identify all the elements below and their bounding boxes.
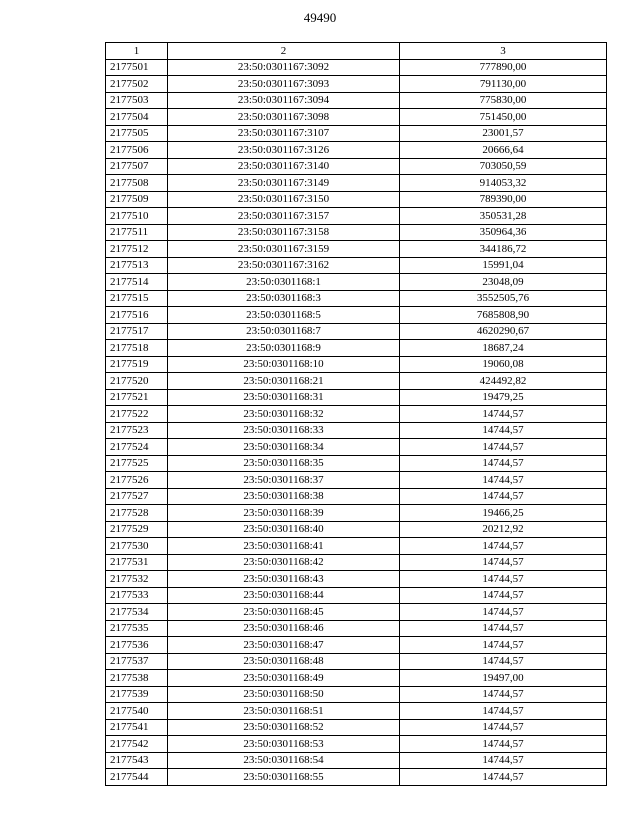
cadastral-number-cell: 23:50:0301168:48 bbox=[168, 653, 400, 670]
table-row bbox=[106, 538, 607, 555]
table-row bbox=[106, 307, 607, 324]
value-cell: 7685808,90 bbox=[400, 307, 607, 324]
cadastral-number-cell: 23:50:0301167:3098 bbox=[168, 109, 400, 126]
cadastral-number-cell: 23:50:0301168:3 bbox=[168, 290, 400, 307]
value-cell: 14744,57 bbox=[400, 571, 607, 588]
row-number-cell: 2177540 bbox=[106, 703, 168, 720]
value-cell: 350964,36 bbox=[400, 224, 607, 241]
row-number-cell: 2177502 bbox=[106, 76, 168, 93]
table-row bbox=[106, 175, 607, 192]
table-row bbox=[106, 290, 607, 307]
cadastral-value-table bbox=[105, 42, 607, 786]
row-number-cell: 2177511 bbox=[106, 224, 168, 241]
cadastral-number-cell: 23:50:0301167:3159 bbox=[168, 241, 400, 258]
value-cell: 14744,57 bbox=[400, 554, 607, 571]
row-number-cell: 2177523 bbox=[106, 422, 168, 439]
row-number-cell: 2177529 bbox=[106, 521, 168, 538]
value-cell: 14744,57 bbox=[400, 406, 607, 423]
table-row bbox=[106, 769, 607, 786]
cadastral-number-cell: 23:50:0301168:46 bbox=[168, 620, 400, 637]
row-number-cell: 2177512 bbox=[106, 241, 168, 258]
row-number-cell: 2177509 bbox=[106, 191, 168, 208]
cadastral-number-cell: 23:50:0301168:33 bbox=[168, 422, 400, 439]
value-cell: 20666,64 bbox=[400, 142, 607, 159]
value-cell: 14744,57 bbox=[400, 703, 607, 720]
cadastral-number-cell: 23:50:0301167:3158 bbox=[168, 224, 400, 241]
row-number-cell: 2177505 bbox=[106, 125, 168, 142]
row-number-cell: 2177501 bbox=[106, 59, 168, 76]
table-row bbox=[106, 224, 607, 241]
row-number-cell: 2177504 bbox=[106, 109, 168, 126]
value-cell: 14744,57 bbox=[400, 653, 607, 670]
row-number-cell: 2177536 bbox=[106, 637, 168, 654]
cadastral-number-cell: 23:50:0301167:3092 bbox=[168, 59, 400, 76]
value-cell: 791130,00 bbox=[400, 76, 607, 93]
row-number-cell: 2177527 bbox=[106, 488, 168, 505]
row-number-cell: 2177531 bbox=[106, 554, 168, 571]
table-row bbox=[106, 752, 607, 769]
table-row bbox=[106, 587, 607, 604]
value-cell: 23048,09 bbox=[400, 274, 607, 291]
column-header-1: 1 bbox=[106, 43, 168, 60]
value-cell: 23001,57 bbox=[400, 125, 607, 142]
column-header-2: 2 bbox=[168, 43, 400, 60]
table-row bbox=[106, 455, 607, 472]
cadastral-number-cell: 23:50:0301167:3157 bbox=[168, 208, 400, 225]
table-row bbox=[106, 191, 607, 208]
table-row bbox=[106, 703, 607, 720]
cadastral-number-cell: 23:50:0301168:45 bbox=[168, 604, 400, 621]
value-cell: 14744,57 bbox=[400, 439, 607, 456]
row-number-cell: 2177508 bbox=[106, 175, 168, 192]
table-row bbox=[106, 571, 607, 588]
row-number-cell: 2177538 bbox=[106, 670, 168, 687]
value-cell: 424492,82 bbox=[400, 373, 607, 390]
row-number-cell: 2177503 bbox=[106, 92, 168, 109]
row-number-cell: 2177519 bbox=[106, 356, 168, 373]
row-number-cell: 2177533 bbox=[106, 587, 168, 604]
row-number-cell: 2177520 bbox=[106, 373, 168, 390]
table-row bbox=[106, 373, 607, 390]
header-row bbox=[106, 43, 607, 60]
cadastral-number-cell: 23:50:0301168:37 bbox=[168, 472, 400, 489]
value-cell: 19060,08 bbox=[400, 356, 607, 373]
cadastral-number-cell: 23:50:0301168:7 bbox=[168, 323, 400, 340]
row-number-cell: 2177518 bbox=[106, 340, 168, 357]
table-row bbox=[106, 554, 607, 571]
table-row bbox=[106, 472, 607, 489]
value-cell: 775830,00 bbox=[400, 92, 607, 109]
table-row bbox=[106, 505, 607, 522]
value-cell: 3552505,76 bbox=[400, 290, 607, 307]
row-number-cell: 2177513 bbox=[106, 257, 168, 274]
table-row bbox=[106, 521, 607, 538]
cadastral-number-cell: 23:50:0301168:50 bbox=[168, 686, 400, 703]
value-cell: 751450,00 bbox=[400, 109, 607, 126]
column-header-3: 3 bbox=[400, 43, 607, 60]
row-number-cell: 2177528 bbox=[106, 505, 168, 522]
value-cell: 19479,25 bbox=[400, 389, 607, 406]
value-cell: 914053,32 bbox=[400, 175, 607, 192]
table-row bbox=[106, 488, 607, 505]
table-row bbox=[106, 637, 607, 654]
cadastral-number-cell: 23:50:0301168:5 bbox=[168, 307, 400, 324]
row-number-cell: 2177510 bbox=[106, 208, 168, 225]
row-number-cell: 2177514 bbox=[106, 274, 168, 291]
cadastral-number-cell: 23:50:0301168:43 bbox=[168, 571, 400, 588]
table-row bbox=[106, 257, 607, 274]
row-number-cell: 2177544 bbox=[106, 769, 168, 786]
row-number-cell: 2177506 bbox=[106, 142, 168, 159]
cadastral-number-cell: 23:50:0301168:21 bbox=[168, 373, 400, 390]
value-cell: 15991,04 bbox=[400, 257, 607, 274]
cadastral-number-cell: 23:50:0301168:47 bbox=[168, 637, 400, 654]
cadastral-number-cell: 23:50:0301167:3094 bbox=[168, 92, 400, 109]
table-row bbox=[106, 406, 607, 423]
value-cell: 703050,59 bbox=[400, 158, 607, 175]
value-cell: 20212,92 bbox=[400, 521, 607, 538]
value-cell: 14744,57 bbox=[400, 422, 607, 439]
value-cell: 14744,57 bbox=[400, 604, 607, 621]
cadastral-number-cell: 23:50:0301167:3107 bbox=[168, 125, 400, 142]
table-row bbox=[106, 241, 607, 258]
table-row bbox=[106, 92, 607, 109]
value-cell: 14744,57 bbox=[400, 752, 607, 769]
cadastral-number-cell: 23:50:0301168:31 bbox=[168, 389, 400, 406]
row-number-cell: 2177541 bbox=[106, 719, 168, 736]
row-number-cell: 2177532 bbox=[106, 571, 168, 588]
row-number-cell: 2177522 bbox=[106, 406, 168, 423]
cadastral-number-cell: 23:50:0301168:39 bbox=[168, 505, 400, 522]
cadastral-number-cell: 23:50:0301168:34 bbox=[168, 439, 400, 456]
cadastral-number-cell: 23:50:0301168:54 bbox=[168, 752, 400, 769]
value-cell: 14744,57 bbox=[400, 455, 607, 472]
value-cell: 14744,57 bbox=[400, 620, 607, 637]
cadastral-number-cell: 23:50:0301168:52 bbox=[168, 719, 400, 736]
table-row bbox=[106, 158, 607, 175]
table-row bbox=[106, 422, 607, 439]
cadastral-number-cell: 23:50:0301168:42 bbox=[168, 554, 400, 571]
row-number-cell: 2177515 bbox=[106, 290, 168, 307]
table-row bbox=[106, 439, 607, 456]
value-cell: 14744,57 bbox=[400, 538, 607, 555]
table-row bbox=[106, 719, 607, 736]
row-number-cell: 2177525 bbox=[106, 455, 168, 472]
cadastral-number-cell: 23:50:0301167:3093 bbox=[168, 76, 400, 93]
table-row bbox=[106, 340, 607, 357]
row-number-cell: 2177534 bbox=[106, 604, 168, 621]
table-row bbox=[106, 323, 607, 340]
value-cell: 344186,72 bbox=[400, 241, 607, 258]
table-row bbox=[106, 59, 607, 76]
value-cell: 14744,57 bbox=[400, 472, 607, 489]
row-number-cell: 2177543 bbox=[106, 752, 168, 769]
page-number: 49490 bbox=[303, 10, 337, 25]
cadastral-number-cell: 23:50:0301168:51 bbox=[168, 703, 400, 720]
table-row bbox=[106, 76, 607, 93]
cadastral-number-cell: 23:50:0301167:3140 bbox=[168, 158, 400, 175]
cadastral-number-cell: 23:50:0301168:32 bbox=[168, 406, 400, 423]
row-number-cell: 2177542 bbox=[106, 736, 168, 753]
table-row bbox=[106, 142, 607, 159]
table-row bbox=[106, 620, 607, 637]
cadastral-number-cell: 23:50:0301168:38 bbox=[168, 488, 400, 505]
table-row bbox=[106, 109, 607, 126]
row-number-cell: 2177539 bbox=[106, 686, 168, 703]
cadastral-number-cell: 23:50:0301168:35 bbox=[168, 455, 400, 472]
value-cell: 19466,25 bbox=[400, 505, 607, 522]
cadastral-number-cell: 23:50:0301167:3126 bbox=[168, 142, 400, 159]
row-number-cell: 2177524 bbox=[106, 439, 168, 456]
row-number-cell: 2177521 bbox=[106, 389, 168, 406]
cadastral-number-cell: 23:50:0301168:40 bbox=[168, 521, 400, 538]
value-cell: 14744,57 bbox=[400, 686, 607, 703]
table-body bbox=[106, 59, 607, 785]
value-cell: 789390,00 bbox=[400, 191, 607, 208]
cadastral-number-cell: 23:50:0301168:55 bbox=[168, 769, 400, 786]
row-number-cell: 2177530 bbox=[106, 538, 168, 555]
row-number-cell: 2177537 bbox=[106, 653, 168, 670]
row-number-cell: 2177507 bbox=[106, 158, 168, 175]
table-row bbox=[106, 125, 607, 142]
table-row bbox=[106, 653, 607, 670]
table-row bbox=[106, 208, 607, 225]
row-number-cell: 2177517 bbox=[106, 323, 168, 340]
row-number-cell: 2177516 bbox=[106, 307, 168, 324]
row-number-cell: 2177526 bbox=[106, 472, 168, 489]
table-row bbox=[106, 736, 607, 753]
table-row bbox=[106, 389, 607, 406]
table-row bbox=[106, 670, 607, 687]
table-row bbox=[106, 604, 607, 621]
cadastral-number-cell: 23:50:0301167:3162 bbox=[168, 257, 400, 274]
cadastral-number-cell: 23:50:0301168:1 bbox=[168, 274, 400, 291]
row-number-cell: 2177535 bbox=[106, 620, 168, 637]
value-cell: 4620290,67 bbox=[400, 323, 607, 340]
cadastral-number-cell: 23:50:0301168:44 bbox=[168, 587, 400, 604]
value-cell: 350531,28 bbox=[400, 208, 607, 225]
value-cell: 14744,57 bbox=[400, 736, 607, 753]
cadastral-number-cell: 23:50:0301168:53 bbox=[168, 736, 400, 753]
cadastral-number-cell: 23:50:0301168:41 bbox=[168, 538, 400, 555]
value-cell: 18687,24 bbox=[400, 340, 607, 357]
cadastral-number-cell: 23:50:0301167:3150 bbox=[168, 191, 400, 208]
value-cell: 14744,57 bbox=[400, 637, 607, 654]
table-row bbox=[106, 274, 607, 291]
value-cell: 14744,57 bbox=[400, 587, 607, 604]
value-cell: 14744,57 bbox=[400, 769, 607, 786]
value-cell: 19497,00 bbox=[400, 670, 607, 687]
cadastral-number-cell: 23:50:0301168:10 bbox=[168, 356, 400, 373]
value-cell: 14744,57 bbox=[400, 488, 607, 505]
cadastral-number-cell: 23:50:0301167:3149 bbox=[168, 175, 400, 192]
table-row bbox=[106, 356, 607, 373]
table-row bbox=[106, 686, 607, 703]
cadastral-number-cell: 23:50:0301168:9 bbox=[168, 340, 400, 357]
cadastral-number-cell: 23:50:0301168:49 bbox=[168, 670, 400, 687]
value-cell: 777890,00 bbox=[400, 59, 607, 76]
table-header bbox=[106, 43, 607, 60]
value-cell: 14744,57 bbox=[400, 719, 607, 736]
